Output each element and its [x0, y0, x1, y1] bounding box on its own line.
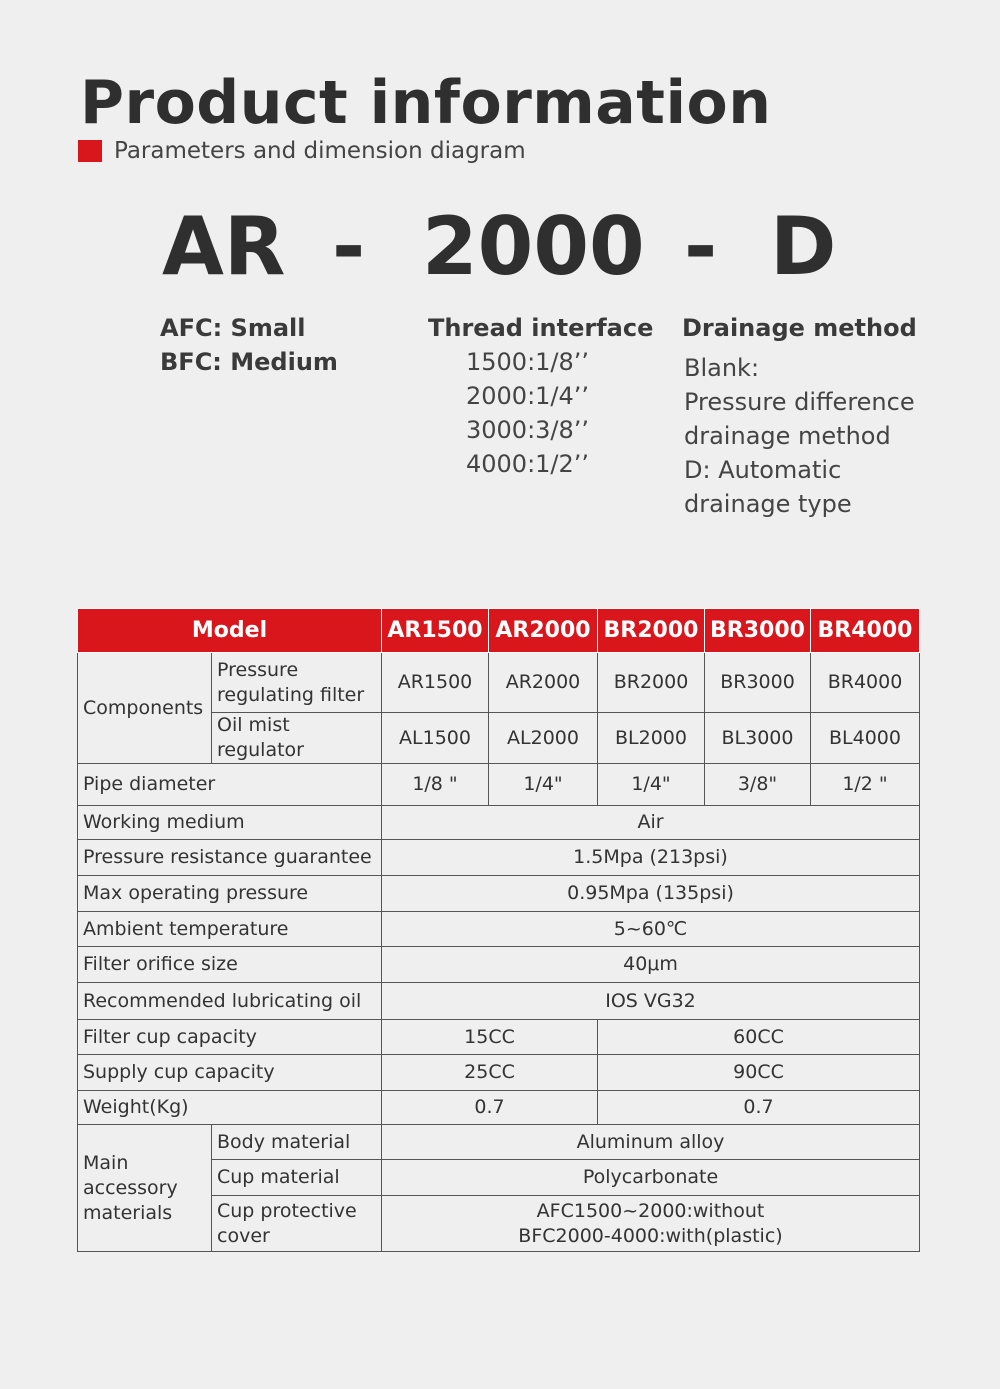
table-cell: BL2000 — [598, 713, 705, 764]
table-row — [78, 1055, 920, 1091]
header-model-br2000: BR2000 — [598, 609, 705, 653]
cover-line-1: AFC1500~2000:without — [536, 1199, 765, 1222]
thread-heading: Thread interface — [428, 314, 654, 342]
table-cell: BR4000 — [811, 653, 920, 713]
table-cell: 0.7 — [382, 1091, 598, 1125]
table-row — [78, 840, 920, 876]
header-model-ar1500: AR1500 — [382, 609, 489, 653]
filter-label: Pressure regulating filter — [212, 653, 382, 713]
table-cell: 1/4" — [489, 764, 598, 806]
cup-material-label: Cup material — [212, 1160, 382, 1196]
subtitle-text: Parameters and dimension diagram — [114, 138, 526, 164]
thread-item: 1500:1/8’’ — [466, 348, 590, 376]
thread-item: 2000:1/4’’ — [466, 382, 590, 410]
header-model-br4000: BR4000 — [811, 609, 920, 653]
table-row — [78, 876, 920, 912]
table-cell: AR2000 — [489, 653, 598, 713]
thread-item: 4000:1/2’’ — [466, 450, 590, 478]
table-cell: 15CC — [382, 1020, 598, 1055]
table-row — [78, 983, 920, 1020]
drain-line: D: Automatic — [684, 456, 842, 484]
filter-cup-label: Filter cup capacity — [78, 1020, 382, 1055]
code-drain: D — [770, 200, 837, 293]
drain-line: drainage type — [684, 490, 852, 518]
code-size: 2000 — [422, 200, 645, 293]
header-model-ar2000: AR2000 — [489, 609, 598, 653]
red-square-marker — [78, 140, 102, 162]
table-cell — [382, 1196, 920, 1252]
page-title: Product information — [80, 68, 772, 138]
drain-line: Pressure difference — [684, 388, 915, 416]
table-header-row — [78, 609, 920, 653]
cover-line-2: BFC2000-4000:with(plastic) — [518, 1224, 783, 1247]
table-row — [78, 912, 920, 947]
table-cell: BL4000 — [811, 713, 920, 764]
pipe-diameter-label: Pipe diameter — [78, 764, 382, 806]
table-cell: 25CC — [382, 1055, 598, 1091]
components-label: Components — [78, 653, 212, 764]
table-row — [78, 806, 920, 840]
orifice-label: Filter orifice size — [78, 947, 382, 983]
oil-regulator-label: Oil mist regulator — [212, 713, 382, 764]
header-model: Model — [78, 609, 382, 653]
supply-cup-label: Supply cup capacity — [78, 1055, 382, 1091]
table-cell: 1/8 " — [382, 764, 489, 806]
section-subtitle — [78, 138, 526, 164]
table-cell: AR1500 — [382, 653, 489, 713]
weight-label: Weight(Kg) — [78, 1091, 382, 1125]
ambient-label: Ambient temperature — [78, 912, 382, 947]
drain-heading: Drainage method — [682, 314, 917, 342]
max-pressure-label: Max operating pressure — [78, 876, 382, 912]
table-row — [78, 947, 920, 983]
type-small: AFC: Small — [160, 314, 306, 342]
spec-table — [77, 608, 920, 1252]
table-cell: BR2000 — [598, 653, 705, 713]
drain-description — [682, 311, 917, 521]
header-model-br3000: BR3000 — [705, 609, 811, 653]
table-row — [78, 764, 920, 806]
drain-line: drainage method — [684, 422, 891, 450]
table-cell: 90CC — [598, 1055, 920, 1091]
table-cell: AL1500 — [382, 713, 489, 764]
table-cell: BR3000 — [705, 653, 811, 713]
medium-label: Working medium — [78, 806, 382, 840]
table-cell: 60CC — [598, 1020, 920, 1055]
table-cell: AL2000 — [489, 713, 598, 764]
table-cell: 1/4" — [598, 764, 705, 806]
table-cell: 3/8" — [705, 764, 811, 806]
table-cell: 0.7 — [598, 1091, 920, 1125]
thread-description — [428, 311, 653, 481]
pressure-resistance-label: Pressure resistance guarantee — [78, 840, 382, 876]
lubricating-oil-label: Recommended lubricating oil — [78, 983, 382, 1020]
table-cell: Air — [382, 806, 920, 840]
thread-item: 3000:3/8’’ — [466, 416, 590, 444]
table-cell: 5~60℃ — [382, 912, 920, 947]
cup-cover-label: Cup protective cover — [212, 1196, 382, 1252]
table-cell: 0.95Mpa (135psi) — [382, 876, 920, 912]
code-separator-2: - — [684, 200, 718, 293]
body-material-label: Body material — [212, 1125, 382, 1160]
table-cell: 1/2 " — [811, 764, 920, 806]
table-row — [78, 653, 920, 713]
table-cell: IOS VG32 — [382, 983, 920, 1020]
table-cell: 40μm — [382, 947, 920, 983]
table-row — [78, 1125, 920, 1160]
table-cell: Polycarbonate — [382, 1160, 920, 1196]
type-description — [160, 311, 338, 379]
table-cell: Aluminum alloy — [382, 1125, 920, 1160]
materials-label: Main accessory materials — [78, 1125, 212, 1252]
model-code — [0, 200, 1000, 300]
table-cell: 1.5Mpa (213psi) — [382, 840, 920, 876]
drain-line: Blank: — [684, 354, 760, 382]
table-row — [78, 1020, 920, 1055]
code-separator-1: - — [332, 200, 366, 293]
table-cell: BL3000 — [705, 713, 811, 764]
code-series: AR — [162, 200, 286, 293]
table-row — [78, 1091, 920, 1125]
type-medium: BFC: Medium — [160, 348, 338, 376]
